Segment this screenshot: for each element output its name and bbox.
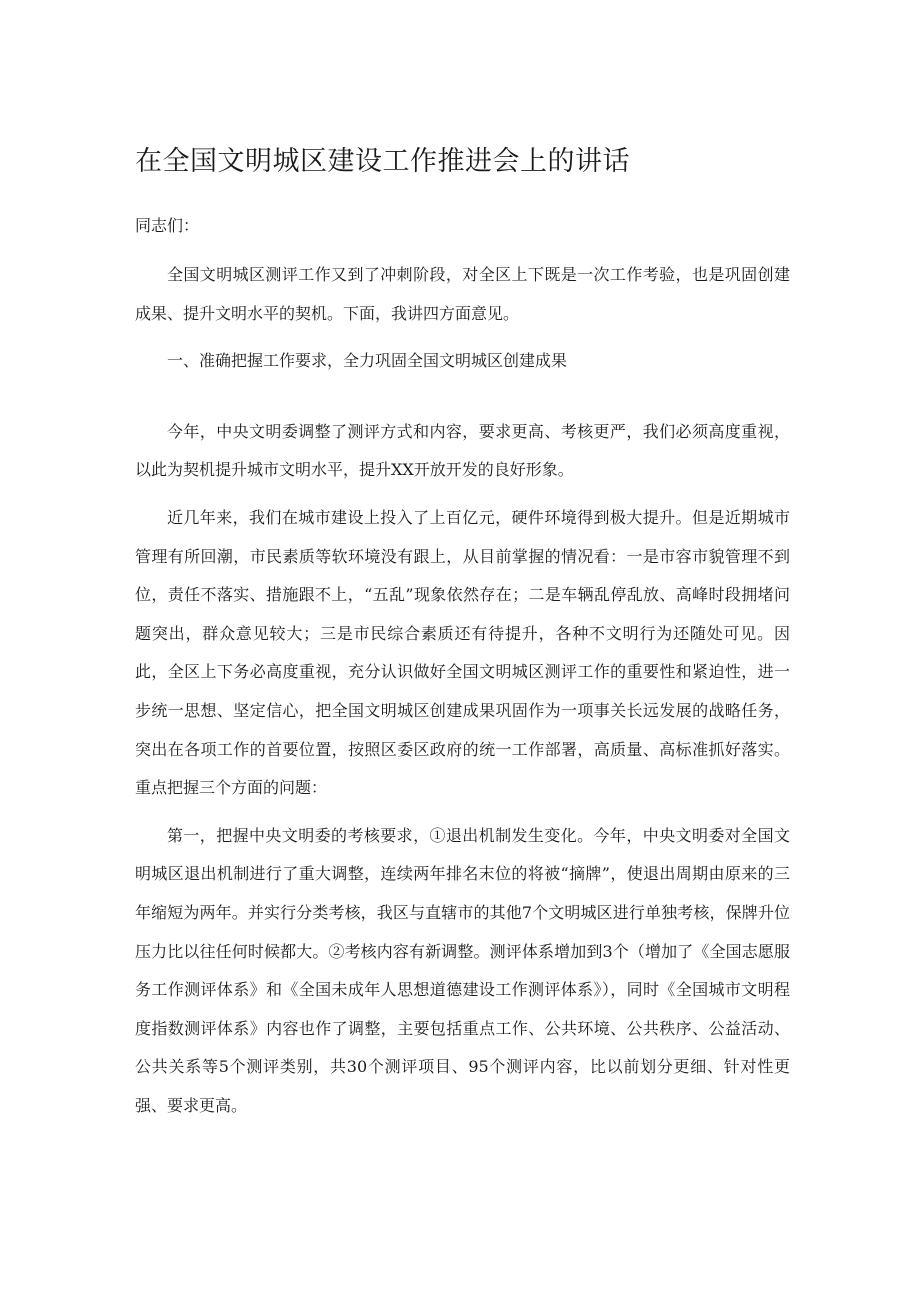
body-paragraph: 近几年来，我们在城市建设上投入了上百亿元，硬件环境得到极大提升。但是近期城市管理有所回潮，市民素质等软环境没有跟上，从目前掌握的情况看：一是市容市貌管理不到位，责任不落实、措施跟不上，“五乱”现象依然存在；二是车辆乱停乱放、高峰时段拥堵问题突出，群众意见较大；三是市民综合素质还有待提升，各种不文明行为还随处可见。因此，全区上下务必高度重视，充分认识做好全国文明城区测评工作的重要性和紧迫性，进一步统一思想、坚定信心，把全国文明城区创建成果巩固作为一项事关长远发展的战略任务，突出在各项工作的首要位置，按照区委区政府的统一工作部署，高质量、高标准抓好落实。重点把握三个方面的问题： (135, 507, 790, 798)
body-paragraph: 第一，把握中央文明委的考核要求，①退出机制发生变化。今年，中央文明委对全国文明城区退出机制进行了重大调整，连续两年排名末位的将被“摘牌”，使退出周期由原来的三年缩短为两年。并实行分类考核，我区与直辖市的其他7个文明城区进行单独考核，保牌升位压力比以往任何时候都大。②考核内容有新调整。测评体系增加到3个（增加了《全国志愿服务工作测评体系》和《全国未成年人思想道德建设工作测评体系》），同时《全国城市文明程度指数测评体系》内容也作了调整，主要包括重点工作、公共环境、公共秩序、公益活动、公共关系等5个测评类别，共30个测评项目、95个测评内容，比以前划分更细、针对性更强、要求更高。 (135, 825, 790, 1115)
salutation: 同志们： (135, 216, 200, 235)
intro-paragraph: 全国文明城区测评工作又到了冲刺阶段，对全区上下既是一次工作考验，也是巩固创建成果、提升文明水平的契机。下面，我讲四方面意见。 (135, 265, 790, 323)
document-body (135, 256, 790, 1134)
document-title: 在全国文明城区建设工作推进会上的讲话 (135, 146, 630, 177)
section-heading: 一、准确把握工作要求，全力巩固全国文明城区创建成果 (167, 351, 568, 371)
body-paragraph: 今年，中央文明委调整了测评方式和内容，要求更高、考核更严，我们必须高度重视，以此为契机提升城市文明水平，提升XX开放开发的良好形象。 (135, 421, 790, 480)
